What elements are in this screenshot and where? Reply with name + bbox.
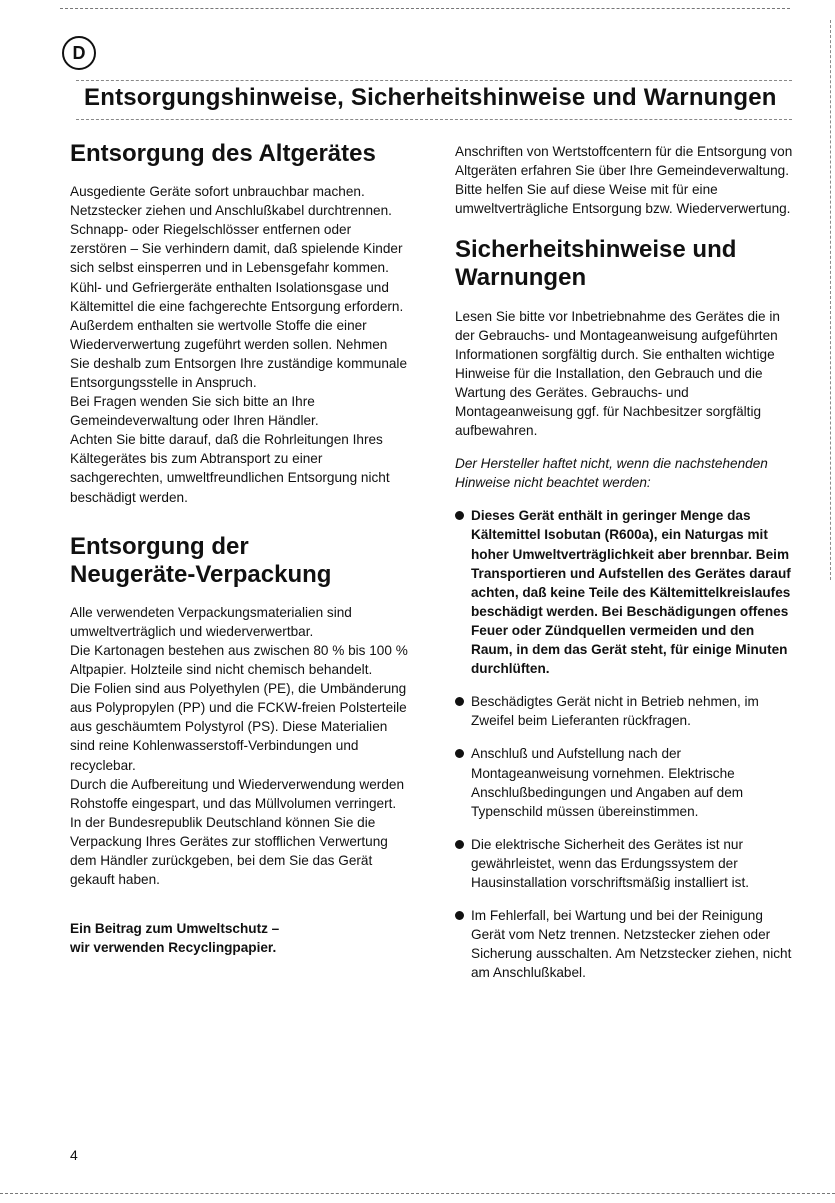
section-title-line: Neugeräte-Verpackung (70, 560, 332, 588)
safety-bullet-text: Die elektrische Sicherheit des Gerätes ist nur gewährleistet, wenn das Erdungssystem der Hausinstallation vorschriftsmäßig installiert ist. (471, 836, 750, 890)
paragraph: Lesen Sie bitte vor Inbetriebnahme des Gerätes die in der Gebrauchs- und Montageanweisung aufgeführten Informationen sorgfältig durch. Sie enthalten wichtige Hinweise für die Installation, den Gebrauch und die Wartung des Gerätes. Gebrauchs- und Montageanweisung ggf. für Nachbesitzer sorgfältig aufbewahren. (455, 308, 780, 439)
recycling-note (70, 919, 410, 957)
left-column (70, 140, 410, 957)
scan-right-edge (830, 20, 831, 580)
paragraph: Der Hersteller haftet nicht, wenn die nachstehenden Hinweise nicht beachtet werden: (455, 456, 768, 491)
language-badge: D (62, 36, 96, 70)
paragraph: In der Bundesrepublik Deutschland können Sie die Verpackung Ihres Gerätes zur stofflichen Verwertung dem Händler zurückgeben, bei dem Sie das Gerät gekauft haben. (70, 814, 388, 888)
safety-bullet (455, 835, 795, 892)
safety-bullet (455, 744, 795, 820)
paragraph: Durch die Aufbereitung und Wiederverwendung werden Rohstoffe eingespart, und das Müllvolumen verringert. (70, 776, 405, 811)
page-number: 4 (70, 1147, 78, 1163)
paragraph: Achten Sie bitte darauf, daß die Rohrleitungen Ihres Kältegerätes bis zum Abtransport zu einer sachgerechten, umweltfreundlichen Entsorgung nicht beschädigt werden. (70, 432, 390, 505)
banner-title: Entsorgungshinweise, Sicherheitshinweise und Warnungen (84, 84, 777, 111)
section-title-line: Entsorgung der (70, 532, 249, 560)
paragraph: Ausgediente Geräte sofort unbrauchbar machen. Netzstecker ziehen und Anschlußkabel durchtrennen. Schnapp- oder Riegelschlösser entfernen oder zerstören – Sie verhindern damit, daß spielende Kinder sich selbst einsperren und in Lebensgefahr kommen. Kühl- und Gefriergeräte enthalten Isolationsgase und Kältemittel die eine fachgerechte Entsorgung erfordern. Außerdem enthalten sie wertvolle Stoffe die einer Wiederverwertung zugeführt werden sollen. Nehmen Sie deshalb zum Entsorgen Ihre zuständige kommunale Entsorgungsstelle in Anspruch. (70, 184, 408, 391)
recycling-note-line: Ein Beitrag zum Umweltschutz – (70, 921, 280, 937)
section-title-line: Warnungen (455, 264, 587, 292)
safety-bullet-text: Im Fehlerfall, bei Wartung und bei der Reinigung Gerät vom Netz trennen. Netzstecker ziehen oder Sicherung ausschalten. Am Netzstecker ziehen, nicht am Anschlußkabel. (471, 908, 792, 981)
safety-bullet (455, 692, 795, 730)
bullet-dot-icon (455, 749, 464, 758)
section-title-safety (455, 236, 795, 292)
safety-bullet (455, 906, 795, 982)
bullet-dot-icon (455, 511, 464, 520)
section-title-disposal-packaging (70, 533, 410, 589)
recycling-note-line: wir verwenden Recyclingpapier. (70, 940, 277, 956)
safety-bullet (455, 506, 795, 678)
bullet-dot-icon (455, 911, 464, 920)
scan-top-line (60, 8, 790, 9)
paragraph: Anschriften von Wertstoffcentern für die Entsorgung von Altgeräten erfahren Sie über Ihre Gemeindeverwaltung. Bitte helfen Sie auf diese Weise mit für eine umweltverträgliche Entsorgung bzw. Wiederverwertung. (455, 144, 793, 217)
paragraph: Alle verwendeten Verpackungsmaterialien sind umweltverträglich und wiederverwertbar. (70, 604, 352, 639)
scan-bottom-line (0, 1193, 835, 1194)
safety-bullet-text: Dieses Gerät enthält in geringer Menge das Kältemittel Isobutan (R600a), ein Naturgas mit hoher Umweltverträglichkeit aber brennbar. Beim Transportieren und Aufstellen des Gerätes darauf achten, daß keine Teile des Kältemittelkreislaufes beschädigt werden. Bei Beschädigungen offenes Feuer oder Zündquellen vermeiden und den Raum, in dem das Gerät steht, für einige Minuten durchlüften. (471, 508, 791, 677)
safety-bullet-list (455, 506, 795, 982)
section-title-disposal-old: Entsorgung des Altgerätes (70, 140, 376, 167)
safety-bullet-text: Beschädigtes Gerät nicht in Betrieb nehmen, im Zweifel beim Lieferanten rückfragen. (471, 694, 759, 729)
paragraph: Die Kartonagen bestehen aus zwischen 80 % bis 100 % Altpapier. Holzteile sind nicht chemisch behandelt. (70, 643, 408, 678)
paragraph: Bei Fragen wenden Sie sich bitte an Ihre Gemeindeverwaltung oder Ihren Händler. (70, 394, 319, 429)
bullet-dot-icon (455, 697, 464, 706)
section-title-line: Sicherheitshinweise und (455, 236, 737, 264)
paragraph: Die Folien sind aus Polyethylen (PE), die Umbänderung aus Polypropylen (PP) und die FCKW-freien Polsterteile aus geschäumtem Polystyrol (PS). Diese Materialien sind reine Kohlenwasserstoff-Verbindungen und recyclebar. (70, 681, 407, 773)
right-column (455, 142, 795, 996)
bullet-dot-icon (455, 840, 464, 849)
safety-bullet-text: Anschluß und Aufstellung nach der Montageanweisung vornehmen. Elektrische Anschlußbedingungen und Angaben auf dem Typenschild müssen übereinstimmen. (471, 746, 744, 819)
